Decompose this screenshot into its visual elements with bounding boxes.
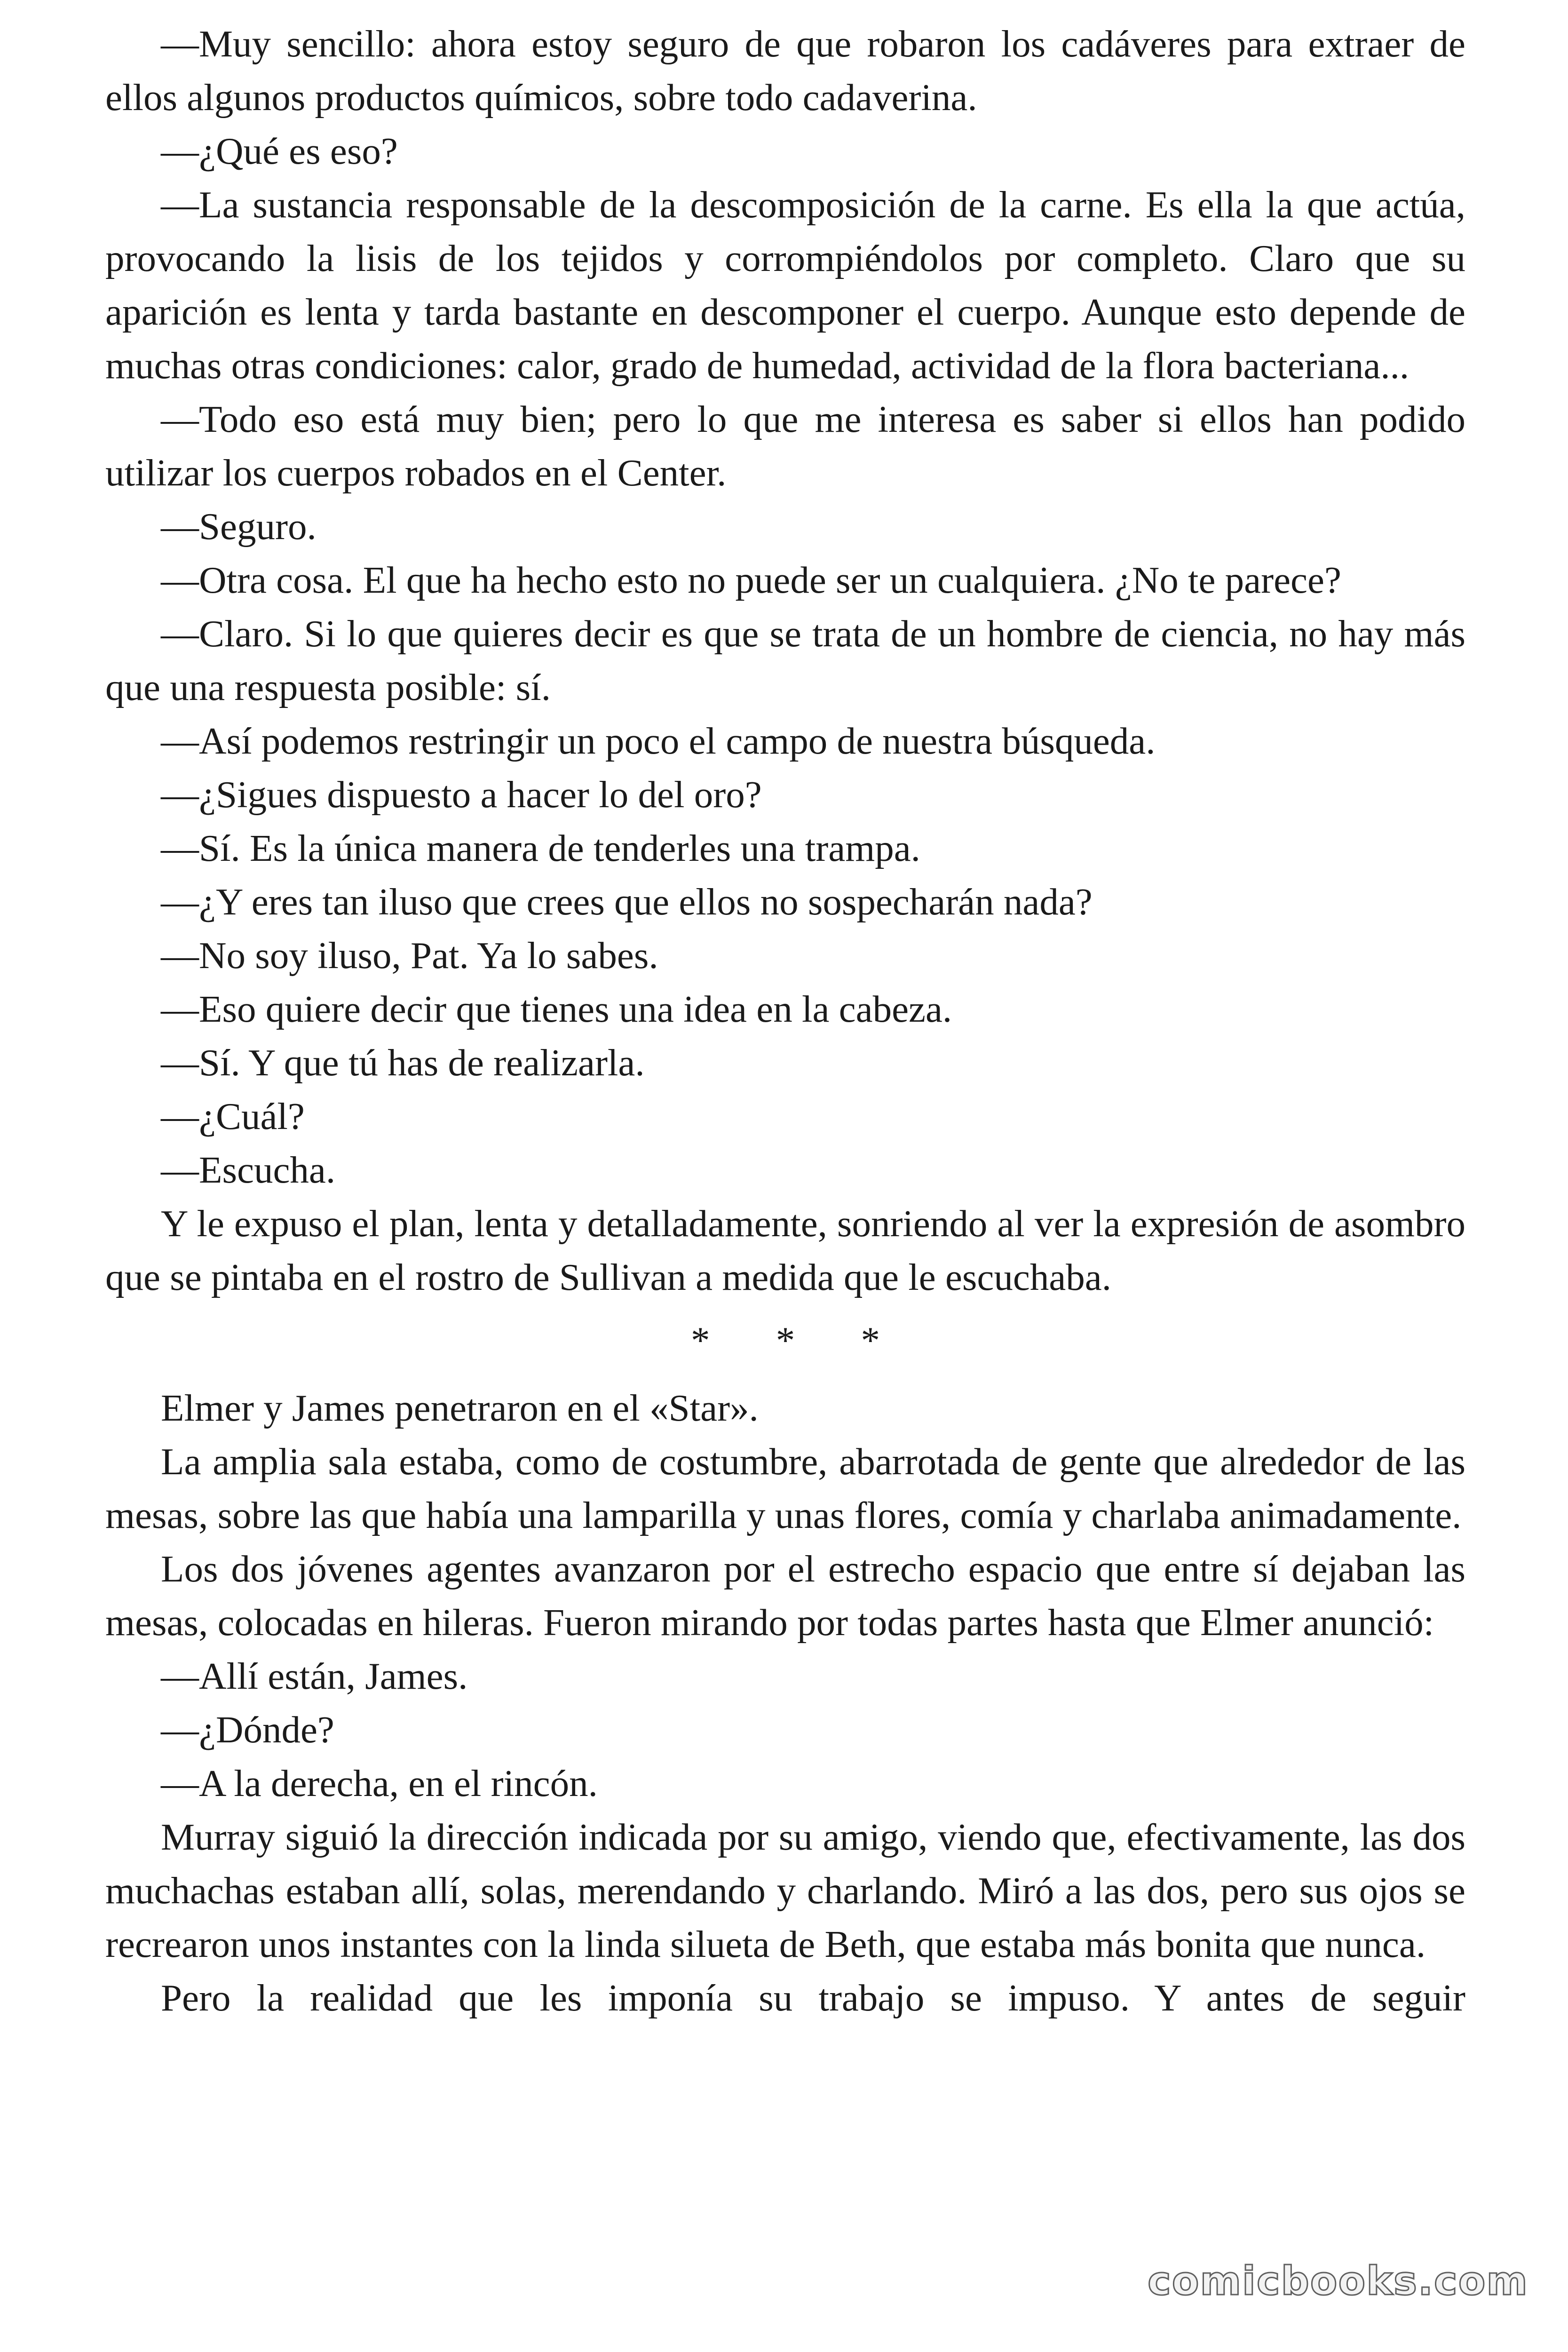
paragraph: —Seguro. xyxy=(161,505,317,548)
paragraph: La amplia sala estaba, como de costumbre, abarrotada de gente que alrededor de las mesas, sobre las que había una lamparilla y unas flores, comía y charlaba animadamente. xyxy=(105,1440,1465,1536)
paragraph: —Otra cosa. El que ha hecho esto no puede ser un cualquiera. ¿No te parece? xyxy=(161,559,1341,601)
paragraph: —La sustancia responsable de la descomposición de la carne. Es ella la que actúa, provocando la lisis de los tejidos y corrompiéndolos por completo. Claro que su aparición es lenta y tarda bastante en descomponer el cuerpo. Aunque esto depende de muchas otras condiciones: calor, grado de humedad, actividad de la flora bacteriana... xyxy=(105,183,1465,387)
paragraph: —¿Qué es eso? xyxy=(161,130,398,172)
paragraph: —Sí. Es la única manera de tenderles una trampa. xyxy=(161,827,920,869)
paragraph: —Escucha. xyxy=(161,1149,336,1191)
paragraph: —Eso quiere decir que tienes una idea en la cabeza. xyxy=(161,988,952,1030)
paragraph: —Sí. Y que tú has de realizarla. xyxy=(161,1041,645,1084)
paragraph: —¿Sigues dispuesto a hacer lo del oro? xyxy=(161,773,762,816)
paragraph: —Muy sencillo: ahora estoy seguro de que robaron los cadáveres para extraer de ellos algunos productos químicos, sobre todo cadaverina. xyxy=(105,23,1465,119)
paragraph: Los dos jóvenes agentes avanzaron por el estrecho espacio que entre sí dejaban las mesas, colocadas en hileras. Fueron mirando por todas partes hasta que Elmer anunció: xyxy=(105,1548,1465,1644)
section-break xyxy=(105,1313,1465,1367)
paragraph: —No soy iluso, Pat. Ya lo sabes. xyxy=(161,934,658,977)
paragraph: —¿Cuál? xyxy=(161,1095,305,1137)
paragraph: —Así podemos restringir un poco el campo de nuestra búsqueda. xyxy=(161,720,1156,762)
paragraph: —¿Y eres tan iluso que crees que ellos no sospecharán nada? xyxy=(161,881,1093,923)
paragraph: Murray siguió la dirección indicada por su amigo, viendo que, efectivamente, las dos muchachas estaban allí, solas, merendando y charlando. Miró a las dos, pero sus ojos se recrearon unos instantes con la linda silueta de Beth, que estaba más bonita que nunca. xyxy=(105,1816,1465,1965)
paragraph: —A la derecha, en el rincón. xyxy=(161,1762,598,1804)
paragraph: Pero la realidad que les imponía su trabajo se impuso. Y antes de seguir xyxy=(161,1977,1465,2019)
paragraph: Y le expuso el plan, lenta y detalladamente, sonriendo al ver la expresión de asombro que se pintaba en el rostro de Sullivan a medida que le escuchaba. xyxy=(105,1202,1465,1298)
paragraph: —¿Dónde? xyxy=(161,1708,334,1751)
paragraph: —Todo eso está muy bien; pero lo que me interesa es saber si ellos han podido utilizar los cuerpos robados en el Center. xyxy=(105,398,1465,494)
paragraph: Elmer y James penetraron en el «Star». xyxy=(161,1387,759,1429)
paragraph: —Claro. Si lo que quieres decir es que se trata de un hombre de ciencia, no hay más que una respuesta posible: sí. xyxy=(105,612,1465,708)
page-text xyxy=(105,17,1465,2025)
paragraph: —Allí están, James. xyxy=(161,1655,468,1697)
section-break-asterisks: * * * xyxy=(691,1319,908,1361)
watermark: comicbooks.com xyxy=(1148,2258,1528,2304)
